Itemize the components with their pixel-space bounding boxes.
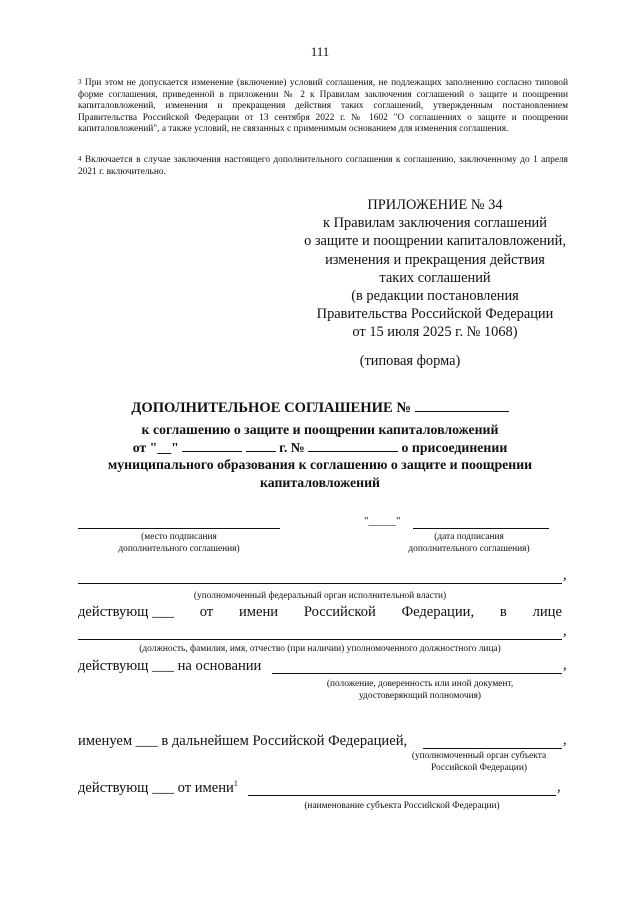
subtitle-line-1: к соглашению о защите и поощрении капиталовложений [141, 422, 499, 437]
footnote-ref: 1 [233, 779, 238, 788]
subject-body-field[interactable] [423, 748, 562, 749]
appendix-line: о защите и поощрении капиталовложений, [304, 233, 566, 250]
appendix-line: Правительства Российской Федерации [316, 306, 554, 323]
title-text: ДОПОЛНИТЕЛЬНОЕ СОГЛАШЕНИЕ № [131, 400, 412, 416]
appendix-line: таких соглашений [379, 269, 491, 286]
comma: , [557, 779, 561, 795]
document-title [60, 398, 580, 417]
basis-document-field[interactable] [272, 673, 562, 674]
appendix-line: (в редакции постановления [351, 288, 519, 305]
footnote-mark: 4 [78, 155, 82, 163]
footnote-text: При этом не допускается изменение (включение) условий соглашения, не подлежащих заполнению согласно типовой форме соглашения, приведенной в приложении № 2 к Правилам заключения соглашений о защите и поощрении капиталовложений, изменения и прекращения действия таких соглашений, утвержденным постановлением Правительства Российской Федерации от 13 сентября 2022 г. № 1602 "О соглашениях о защите и поощрении капиталовложений", а также условий, не связанных с применимым основанием для изменения соглашения. [78, 78, 569, 135]
acting-word: лице [532, 604, 562, 620]
footnote-text: Включается в случае заключения настоящего дополнительного соглашения к соглашению, заключенному до 1 апреля 2021 г. включительно. [78, 155, 568, 177]
appendix-line: от 15 июля 2025 г. № 1068) [352, 324, 518, 341]
year-field[interactable] [246, 439, 276, 452]
place-caption: (место подписания дополнительного соглашения) [118, 532, 240, 554]
date-of-signing-field[interactable] [413, 528, 549, 529]
acting-basis-label: действующ ___ на основании [78, 658, 262, 674]
document-caption: (положение, доверенность или иной документ, удостоверяющий полномочия) [326, 679, 514, 701]
comma: , [563, 657, 567, 673]
acting-word: Федерации, [401, 604, 475, 620]
acting-name-label [78, 780, 238, 797]
subject-body-caption: (уполномоченный орган субъекта Российской Федерации) [411, 751, 547, 773]
document-subtitle [70, 421, 570, 491]
month-field[interactable] [182, 439, 242, 452]
federal-body-field[interactable] [78, 583, 562, 584]
comma: , [563, 732, 567, 748]
acting-word: от [199, 604, 214, 620]
date-caption: (дата подписания дополнительного соглашения) [408, 532, 530, 554]
comma: , [563, 567, 567, 583]
appendix-header [270, 196, 600, 342]
subtitle-line-4: капиталовложений [260, 474, 380, 490]
subtitle-line-3: муниципального образования к соглашению о защите и поощрении [107, 457, 533, 472]
acting-word: Российской [303, 604, 376, 620]
subtitle-joining: о присоединении [401, 439, 508, 455]
subtitle-number-prefix: г. № [279, 439, 305, 455]
appendix-number: ПРИЛОЖЕНИЕ № 34 [367, 197, 503, 213]
footnote-mark: 3 [78, 78, 82, 86]
named-label: именуем ___ в дальнейшем Российской Федерацией, [78, 733, 408, 749]
footnote-3 [78, 78, 568, 136]
subject-name-field[interactable] [248, 795, 556, 796]
base-agreement-number-field[interactable] [308, 439, 398, 452]
date-day-field[interactable]: "_____" [364, 515, 401, 527]
subtitle-line-2 [70, 439, 570, 457]
agreement-number-field[interactable] [415, 398, 509, 412]
appendix-line: к Правилам заключения соглашений [323, 215, 547, 232]
acting-name-text: действующ ___ от имени [78, 780, 234, 796]
acting-word: в [499, 604, 507, 620]
federal-body-caption: (уполномоченный федеральный орган исполнительной власти) [193, 591, 447, 601]
page-number: 111 [310, 44, 330, 59]
official-caption: (должность, фамилия, имя, отчество (при наличии) уполномоченного должностного лица) [139, 644, 501, 654]
form-type: (типовая форма) [359, 353, 461, 369]
appendix-line: изменения и прекращения действия [325, 251, 545, 268]
subject-name-caption: (наименование субъекта Российской Федерации) [304, 801, 500, 811]
acting-word: имени [238, 604, 279, 620]
footnote-4 [78, 155, 568, 178]
acting-word: действующ ___ [78, 604, 174, 620]
comma: , [563, 623, 567, 639]
acting-row [78, 604, 562, 621]
place-of-signing-field[interactable] [78, 528, 280, 529]
subtitle-date-prefix: от "__" [132, 439, 179, 455]
official-field[interactable] [78, 639, 562, 640]
